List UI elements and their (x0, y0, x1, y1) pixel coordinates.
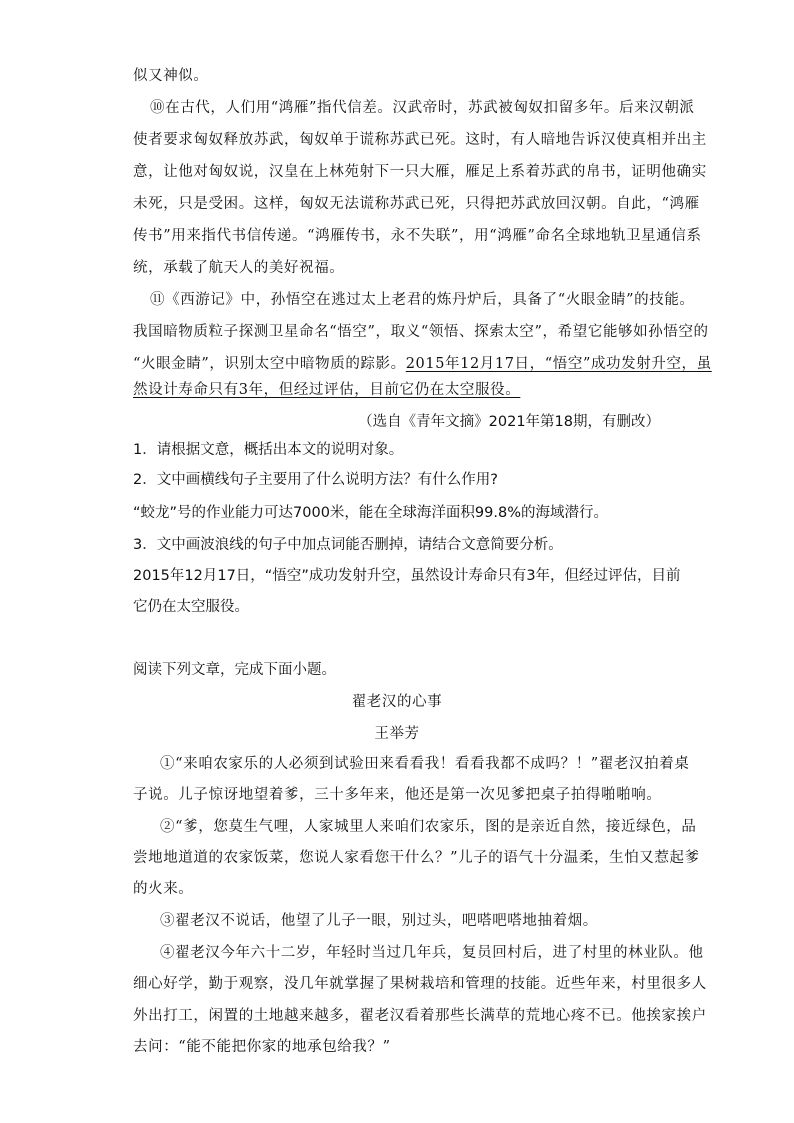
paragraph-line: 外出打工，闲置的土地越来越多，翟老汉看着那些长满草的荒地心疼不已。他挨家挨户 (133, 1008, 707, 1024)
paragraph-line: 的火来。 (133, 881, 194, 897)
source-citation: （选自《青年文摘》2021年第18期，有删改） (358, 414, 660, 430)
paragraph-line: ④翟老汉今年六十二岁，年轻时当过几年兵，复员回村后，进了村里的林业队。他 (160, 945, 704, 961)
paragraph-line: 我国暗物质粒子探测卫星命名“悟空”，取义“领悟、探索太空”，希望它能够如孙悟空的 (133, 324, 709, 340)
paragraph-line: 子说。儿子惊讶地望着爹，三十多年来，他还是第一次见爹把桌子拍得啪啪响。 (133, 787, 662, 803)
paragraph-line: ⑩在古代，人们用“鸿雁”指代信差。汉武帝时，苏武被匈奴扣留多年。后来汉朝派 (150, 100, 695, 116)
paragraph-line: ①“来咱农家乐的人必须到试验田来看看我！看看我都不成吗？！”翟老汉拍着桌 (160, 756, 690, 772)
paragraph-line (133, 354, 712, 374)
question-1: 1．请根据文意，概括出本文的说明对象。 (133, 442, 404, 458)
paragraph-line: 未死，只是受困。这样，匈奴无法谎称苏武已死，只得把苏武放回汉朝。自此，“鸿雁 (133, 196, 700, 212)
paragraph-line: 细心好学，勤于观察，没几年就掌握了果树栽培和管理的技能。近些年来，村里很多人 (133, 976, 707, 992)
answer-2: “蛟龙”号的作业能力可达7000米，能在全球海洋面积99.8%的海域潜行。 (133, 505, 608, 521)
paragraph-line: 统，承载了航天人的美好祝福。 (133, 260, 345, 276)
paragraph-line: 似又神似。 (133, 68, 209, 84)
paragraph-line: ②“爹，您莫生气哩，人家城里人来咱们农家乐，图的是亲近自然，接近绿色，品 (160, 819, 697, 835)
paragraph-line: 使者要求匈奴释放苏武，匈奴单于谎称苏武已死。这时，有人暗地告诉汉使真相并出主 (133, 132, 707, 148)
paragraph-line: ⑪《西游记》中，孙悟空在逃过太上老君的炼丹炉后，具备了“火眼金睛”的技能。 (150, 292, 695, 308)
paragraph-line: ③翟老汉不说话，他望了儿子一眼，别过头，吧嗒吧嗒地抽着烟。 (160, 913, 598, 929)
text-span: “火眼金睛”，识别太空中暗物质的踪影。 (133, 356, 406, 372)
paragraph-line: 尝地地道道的农家饭菜，您说人家看您干什么？”儿子的语气十分温柔，生怕又惹起爹 (133, 850, 700, 866)
answer-3: 它仍在太空服役。 (133, 599, 249, 615)
paragraph-line: 传书”用来指代书信传递。“鸿雁传书，永不失联”，用“鸿雁”命名全球地轨卫星通信系 (133, 228, 702, 244)
paragraph-line: 去问：“能不能把你家的地承包给我？” (133, 1039, 391, 1055)
reading-instruction: 阅读下列文章，完成下面小题。 (133, 662, 336, 678)
question-3: 3．文中画波浪线的句子中加点词能否删掉，请结合文意简要分析。 (133, 537, 563, 553)
underlined-sentence: 2015年12月17日，“悟空”成功发射升空，虽 (405, 356, 712, 372)
question-2: 2．文中画横线句子主要用了什么说明方法？有什么作用? (133, 472, 498, 488)
underlined-sentence: 然设计寿命只有3年，但经过评估，目前它仍在太空服役。 (133, 382, 521, 398)
answer-3: 2015年12月17日，“悟空”成功发射升空，虽然设计寿命只有3年，但经过评估，目前 (133, 568, 681, 584)
article-title: 翟老汉的心事 (351, 694, 443, 710)
paragraph-line: 意，让他对匈奴说，汉皇在上林苑射下一只大雁，雁足上系着苏武的帛书，证明他确实 (133, 164, 707, 180)
article-author: 王举芳 (374, 726, 420, 742)
